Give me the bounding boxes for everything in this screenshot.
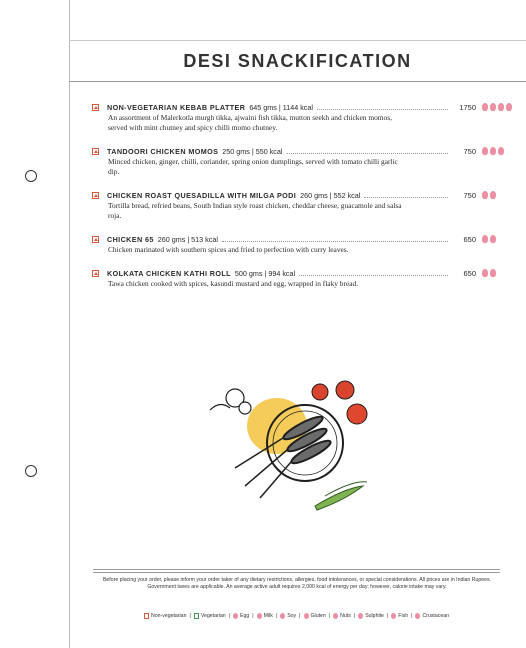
non-veg-icon: [144, 613, 149, 619]
allergen-icon: [498, 147, 504, 155]
milk-icon: [257, 613, 262, 619]
item-meta: 250 gms | 550 kcal: [222, 146, 283, 156]
legend-label: Fish: [398, 613, 409, 619]
allergen-icon: [482, 191, 488, 199]
allergen-legend: Non-vegetarian | Vegetarian | Egg | Milk | Soy | Gluten | Nuts | Sulphite | Fish | Crustacean: [93, 613, 500, 619]
item-description: Chicken marinated with southern spices and fried to perfection with curry leaves.: [108, 245, 349, 254]
allergen-icon: [490, 147, 496, 155]
binder-hole-top: [25, 170, 37, 182]
item-name: NON-VEGETARIAN KEBAB PLATTER: [107, 102, 246, 112]
item-price: 650: [463, 268, 476, 278]
kebab-platter-illustration: [205, 378, 375, 523]
legend-label: Soy: [287, 613, 297, 619]
item-meta: 645 gms | 1144 kcal: [249, 102, 313, 112]
menu-items: [92, 101, 522, 301]
allergen-icons: [482, 147, 522, 155]
crustacean-icon: [415, 613, 420, 619]
item-meta: 500 gms | 994 kcal: [234, 268, 296, 278]
menu-item: [92, 145, 522, 177]
allergen-icon: [490, 191, 496, 199]
allergen-icon: [482, 235, 488, 243]
non-veg-icon: [92, 148, 99, 155]
page-title: DESI SNACKIFICATION: [183, 51, 412, 71]
veg-icon: [194, 613, 199, 619]
item-description: Minced chicken, ginger, chilli, coriander, spring onion dumplings, served with tomato chilli garlic dip.: [108, 157, 398, 176]
legend-label: Sulphite: [365, 613, 384, 619]
allergen-icons: [482, 269, 522, 277]
egg-icon: [233, 613, 238, 619]
allergen-icon: [506, 103, 512, 111]
item-name: TANDOORI CHICKEN MOMOS: [107, 146, 219, 156]
allergen-icon: [482, 103, 488, 111]
allergen-icons: [482, 191, 522, 199]
item-name: CHICKEN ROAST QUESADILLA WITH MILGA PODI: [107, 190, 297, 200]
allergen-icons: [482, 103, 522, 111]
non-veg-icon: [92, 104, 99, 111]
title-rule: [69, 81, 526, 82]
menu-item: [92, 189, 522, 221]
gluten-icon: [304, 613, 309, 619]
allergen-icon: [482, 269, 488, 277]
legend-label: Milk: [263, 613, 273, 619]
item-price: 650: [463, 234, 476, 244]
non-veg-icon: [92, 270, 99, 277]
item-name: CHICKEN 65: [107, 234, 154, 244]
allergen-icon: [482, 147, 488, 155]
non-veg-icon: [92, 192, 99, 199]
legend-label: Gluten: [310, 613, 326, 619]
legend-label: Non-vegetarian: [150, 613, 187, 619]
soy-icon: [280, 613, 285, 619]
allergen-icon: [490, 235, 496, 243]
page-margin-rule: [69, 0, 70, 648]
legend-label: Crustacean: [422, 613, 449, 619]
item-meta: 260 gms | 513 kcal: [157, 234, 218, 244]
item-price: 750: [463, 190, 476, 200]
item-description: An assortment of Malerkotla murgh tikka, ajwaini fish tikka, mutton seekh and chicken momos, served with mint chutney and spicy chilli momo chutney.: [108, 113, 392, 132]
item-description: Tortilla bread, refried beans, South Indian style roast chicken, cheddar cheese, guacamole and salsa roja.: [108, 201, 402, 220]
legend-label: Egg: [240, 613, 250, 619]
item-price: 1750: [459, 102, 476, 112]
allergen-icons: [482, 235, 522, 243]
binder-hole-bottom: [25, 465, 37, 477]
allergen-icon: [498, 103, 504, 111]
sulphite-icon: [358, 613, 363, 619]
allergen-icon: [490, 103, 496, 111]
item-description: Tawa chicken cooked with spices, kasundi mustard and egg, wrapped in flaky bread.: [108, 279, 359, 288]
top-rule: [69, 40, 526, 41]
menu-item: [92, 101, 522, 133]
fish-icon: [391, 613, 396, 619]
item-price: 750: [463, 146, 476, 156]
legend-label: Vegetarian: [200, 613, 226, 619]
nuts-icon: [333, 613, 338, 619]
item-meta: 260 gms | 552 kcal: [300, 190, 361, 200]
item-name: KOLKATA CHICKEN KATHI ROLL: [107, 268, 231, 278]
allergen-icon: [490, 269, 496, 277]
non-veg-icon: [92, 236, 99, 243]
dietary-notice: Before placing your order, please inform your order taker of any dietary restrictions, allergies, food intolerances, or special considerations. All prices are in Indian Rupees. Government taxes are applicable. An average active adult requires 2,000 kcal of energy per day; however, calorie intake may vary.: [102, 577, 492, 590]
menu-item: [92, 267, 522, 289]
legend-label: Nuts: [340, 613, 351, 619]
menu-item: [92, 233, 522, 255]
